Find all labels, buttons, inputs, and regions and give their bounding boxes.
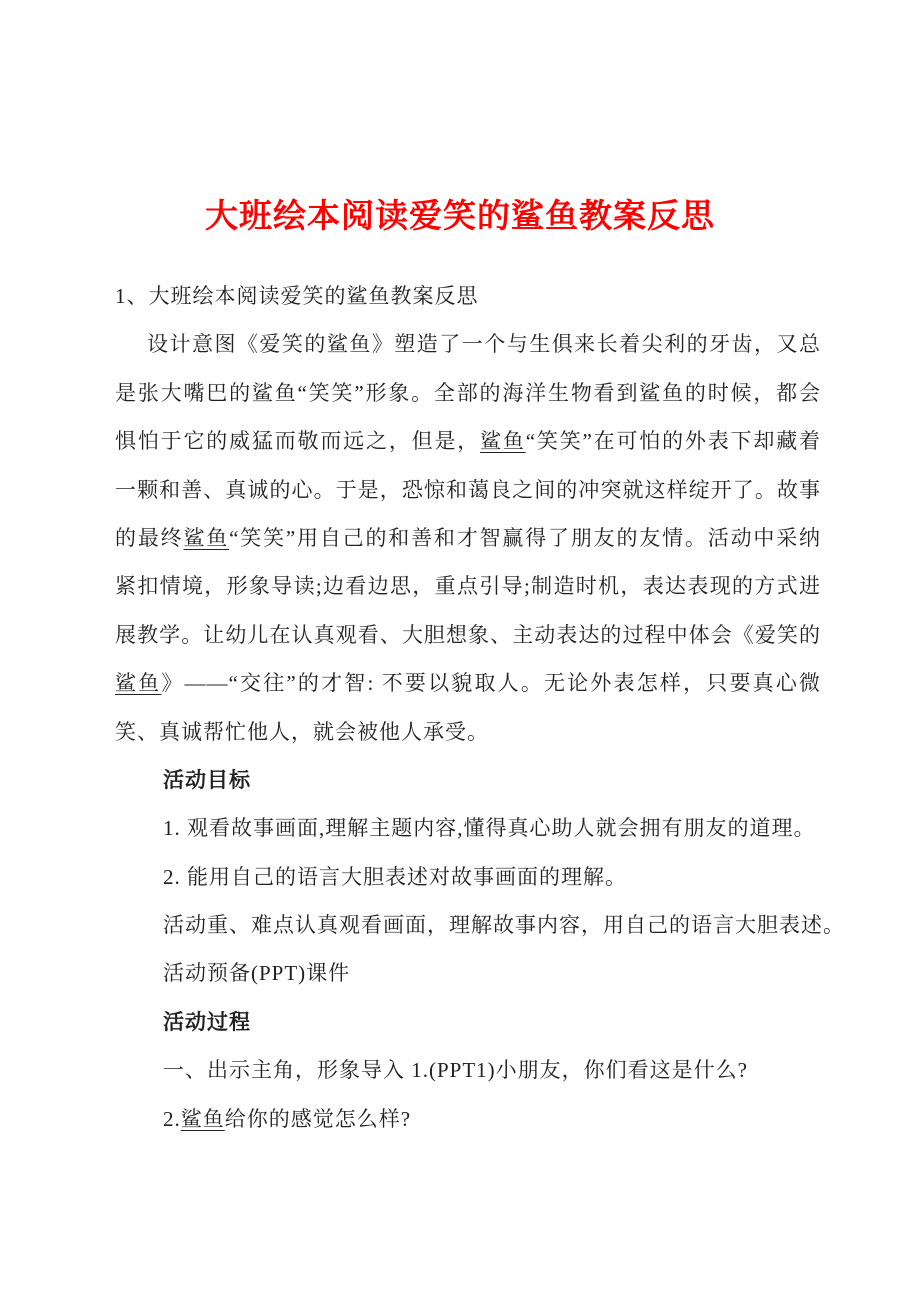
intro-line-6 (115, 562, 821, 610)
key-points-line (115, 901, 845, 949)
text-segment: 活动过程 (163, 1009, 251, 1034)
intro-line-9 (115, 708, 821, 756)
underlined-keyword: 鲨鱼 (180, 1106, 225, 1131)
text-segment: 2. 能用自己的语言大胆表述对故事画面的理解。 (163, 864, 627, 889)
text-segment: 惧怕于它的威猛而敬而远之，但是， (115, 429, 481, 454)
section-number-heading (115, 272, 821, 320)
text-segment: 是张大嘴巴的鲨鱼“笑笑”形象。全部的海洋生物看到鲨鱼的时候，都会 (115, 380, 821, 405)
text-segment: 2. (163, 1106, 181, 1131)
text-segment: 紧扣情境，形象导读;边看边思，重点引导;制造时机，表达表现的方式进 (115, 574, 821, 599)
text-segment: 设计意图《爱笑的鲨鱼》塑造了一个与生俱来长着尖利的牙齿，又总 (147, 332, 821, 357)
intro-line-2 (115, 369, 821, 417)
text-segment: 展教学。让幼儿在认真观看、大胆想象、主动表达的过程中体会《爱笑的 (115, 622, 821, 647)
underlined-keyword: 鲨鱼 (480, 429, 526, 454)
intro-line-1 (115, 320, 821, 368)
text-segment: 给你的感觉怎么样? (224, 1106, 412, 1131)
intro-line-4 (115, 466, 821, 514)
text-segment: 笑、真诚帮忙他人，就会被他人承受。 (115, 719, 489, 744)
text-segment: 活动目标 (163, 767, 251, 792)
activity-goals-heading (115, 756, 821, 804)
text-segment: 活动重、难点认真观看画面，理解故事内容，用自己的语言大胆表述。 (163, 913, 845, 938)
text-segment: 一颗和善、真诚的心。于是，恐惊和蔼良之间的冲突就这样绽开了。故事 (115, 477, 821, 502)
intro-line-5 (115, 514, 821, 562)
text-segment: 1. 观看故事画面,理解主题内容,懂得真心助人就会拥有朋友的道理。 (163, 816, 816, 841)
process-step-1 (115, 1046, 821, 1094)
preparation-line (115, 949, 821, 997)
text-segment: “笑笑”用自己的和善和才智赢得了朋友的友情。活动中采纳 (229, 525, 821, 550)
text-segment: 活动预备(PPT)课件 (163, 961, 351, 986)
intro-line-3 (115, 417, 821, 465)
underlined-keyword: 鲨鱼 (115, 671, 162, 696)
intro-line-7 (115, 611, 821, 659)
process-step-2 (115, 1095, 821, 1143)
goal-item-1 (115, 804, 821, 852)
text-segment: 的最终 (115, 525, 184, 550)
underlined-keyword: 鲨鱼 (183, 525, 230, 550)
goal-item-2 (115, 853, 821, 901)
document-title: 大班绘本阅读爱笑的鲨鱼教案反思 (205, 199, 715, 235)
process-heading (115, 998, 821, 1046)
document-body (115, 272, 845, 1143)
intro-line-8 (115, 659, 821, 707)
text-segment: “笑笑”在可怕的外表下却藏着 (525, 429, 821, 454)
text-segment: 》——“交往”的才智: 不要以貌取人。无论外表怎样，只要真心微 (161, 671, 821, 696)
text-segment: 一、出示主角，形象导入 1.(PPT1)小朋友，你们看这是什么? (163, 1058, 748, 1083)
text-segment: 1、大班绘本阅读爱笑的鲨鱼教案反思 (115, 284, 479, 308)
